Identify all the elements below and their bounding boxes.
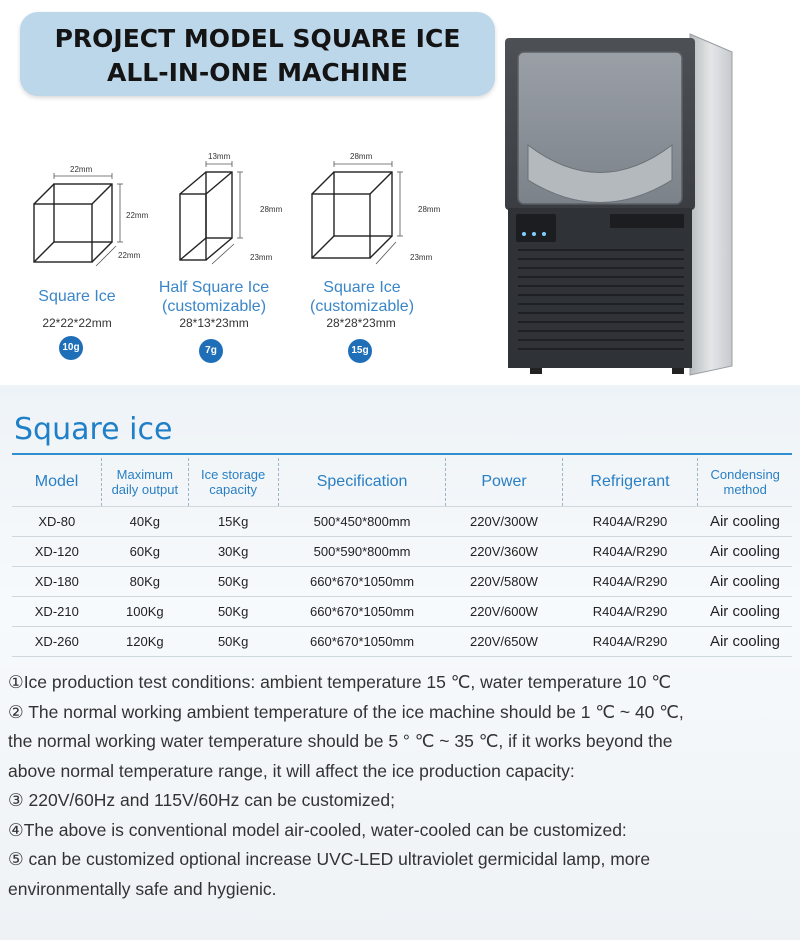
table-row bbox=[12, 567, 792, 597]
square-ice-customizable-cube-diagram bbox=[300, 148, 445, 270]
col-model: Model bbox=[12, 458, 102, 507]
note-line: ⑤ can be customized optional increase UVC-LED ultraviolet germicidal lamp, more bbox=[8, 849, 651, 869]
ice-name-3: Square Ice (customizable) bbox=[309, 279, 415, 315]
cell-model: XD-260 bbox=[12, 627, 102, 657]
cell-condensing: Air cooling bbox=[698, 537, 792, 567]
cell-spec: 500*450*800mm bbox=[278, 507, 446, 537]
col-storage: Ice storage capacity bbox=[188, 458, 278, 507]
cell-output: 80Kg bbox=[102, 567, 188, 597]
dim-side-label: 22mm bbox=[126, 211, 149, 220]
table-row bbox=[12, 597, 792, 627]
section-divider bbox=[12, 453, 792, 455]
cell-condensing: Air cooling bbox=[698, 507, 792, 537]
col-refrigerant: Refrigerant bbox=[562, 458, 698, 507]
note-line: ② The normal working ambient temperature of the ice machine should be 1 ℃ ~ 40 ℃, bbox=[8, 701, 684, 722]
cell-model: XD-120 bbox=[12, 537, 102, 567]
col-condensing: Condensing method bbox=[698, 458, 792, 507]
cell-condensing: Air cooling bbox=[698, 627, 792, 657]
title-banner bbox=[20, 12, 495, 96]
weight-badge-3: 15g bbox=[348, 339, 372, 363]
note-line: above normal temperature range, it will affect the ice production capacity: bbox=[8, 760, 575, 781]
table-row bbox=[12, 507, 792, 537]
cell-storage: 30Kg bbox=[188, 537, 278, 567]
cell-power: 220V/360W bbox=[446, 537, 562, 567]
ice-name-2: Half Square Ice (customizable) bbox=[158, 279, 270, 315]
cell-power: 220V/650W bbox=[446, 627, 562, 657]
product-header-area bbox=[0, 0, 800, 385]
cell-storage: 50Kg bbox=[188, 597, 278, 627]
cell-refrigerant: R404A/R290 bbox=[562, 537, 698, 567]
cell-spec: 660*670*1050mm bbox=[278, 627, 446, 657]
dim-top-label: 13mm bbox=[208, 152, 231, 161]
cell-model: XD-80 bbox=[12, 507, 102, 537]
cell-condensing: Air cooling bbox=[698, 567, 792, 597]
dim-side-label: 28mm bbox=[418, 205, 441, 214]
cell-refrigerant: R404A/R290 bbox=[562, 597, 698, 627]
cell-spec: 500*590*800mm bbox=[278, 537, 446, 567]
ice-size-1: 22*22*22mm bbox=[42, 316, 112, 330]
table-header-row bbox=[12, 458, 792, 507]
cell-spec: 660*670*1050mm bbox=[278, 597, 446, 627]
cell-refrigerant: R404A/R290 bbox=[562, 627, 698, 657]
half-square-ice-cube-diagram bbox=[168, 148, 298, 270]
dim-depth-label: 23mm bbox=[410, 253, 433, 262]
cell-storage: 15Kg bbox=[188, 507, 278, 537]
note-line: ①Ice production test conditions: ambient temperature 15 ℃, water temperature 10 ℃ bbox=[8, 672, 671, 692]
ice-size-2: 28*13*23mm bbox=[179, 316, 249, 330]
table-row bbox=[12, 537, 792, 567]
spec-table bbox=[12, 458, 792, 657]
cell-power: 220V/600W bbox=[446, 597, 562, 627]
title-line-1: PROJECT MODEL SQUARE ICE bbox=[54, 24, 461, 53]
title-line-2: ALL-IN-ONE MACHINE bbox=[107, 58, 408, 87]
ice-machine-image bbox=[500, 30, 795, 380]
weight-badge-1: 10g bbox=[59, 336, 83, 360]
cell-model: XD-210 bbox=[12, 597, 102, 627]
table-row bbox=[12, 627, 792, 657]
square-ice-cube-diagram bbox=[22, 160, 162, 270]
cell-power: 220V/580W bbox=[446, 567, 562, 597]
weight-badge-2: 7g bbox=[199, 339, 223, 363]
cell-storage: 50Kg bbox=[188, 627, 278, 657]
cell-output: 40Kg bbox=[102, 507, 188, 537]
cell-power: 220V/300W bbox=[446, 507, 562, 537]
note-line: ③ 220V/60Hz and 115V/60Hz can be customized; bbox=[8, 790, 395, 810]
note-line: environmentally safe and hygienic. bbox=[8, 878, 277, 899]
cell-refrigerant: R404A/R290 bbox=[562, 567, 698, 597]
cell-refrigerant: R404A/R290 bbox=[562, 507, 698, 537]
dim-depth-label: 22mm bbox=[118, 251, 141, 260]
notes-list bbox=[8, 668, 798, 904]
cell-spec: 660*670*1050mm bbox=[278, 567, 446, 597]
dim-top-label: 22mm bbox=[70, 165, 93, 174]
cell-model: XD-180 bbox=[12, 567, 102, 597]
note-line: ④The above is conventional model air-cooled, water-cooled can be customized: bbox=[8, 819, 627, 840]
ice-size-3: 28*28*23mm bbox=[326, 316, 396, 330]
dim-top-label: 28mm bbox=[350, 152, 373, 161]
dim-side-label: 28mm bbox=[260, 205, 283, 214]
cell-storage: 50Kg bbox=[188, 567, 278, 597]
ice-name-1: Square Ice bbox=[38, 288, 116, 305]
cell-condensing: Air cooling bbox=[698, 597, 792, 627]
col-power: Power bbox=[446, 458, 562, 507]
cell-output: 60Kg bbox=[102, 537, 188, 567]
col-specification: Specification bbox=[278, 458, 446, 507]
note-line: the normal working water temperature should be 5 ° ℃ ~ 35 ℃, if it works beyond the bbox=[8, 731, 673, 751]
dim-depth-label: 23mm bbox=[250, 253, 273, 262]
cell-output: 120Kg bbox=[102, 627, 188, 657]
section-title: Square ice bbox=[14, 412, 173, 447]
cell-output: 100Kg bbox=[102, 597, 188, 627]
col-max-output: Maximum daily output bbox=[102, 458, 188, 507]
